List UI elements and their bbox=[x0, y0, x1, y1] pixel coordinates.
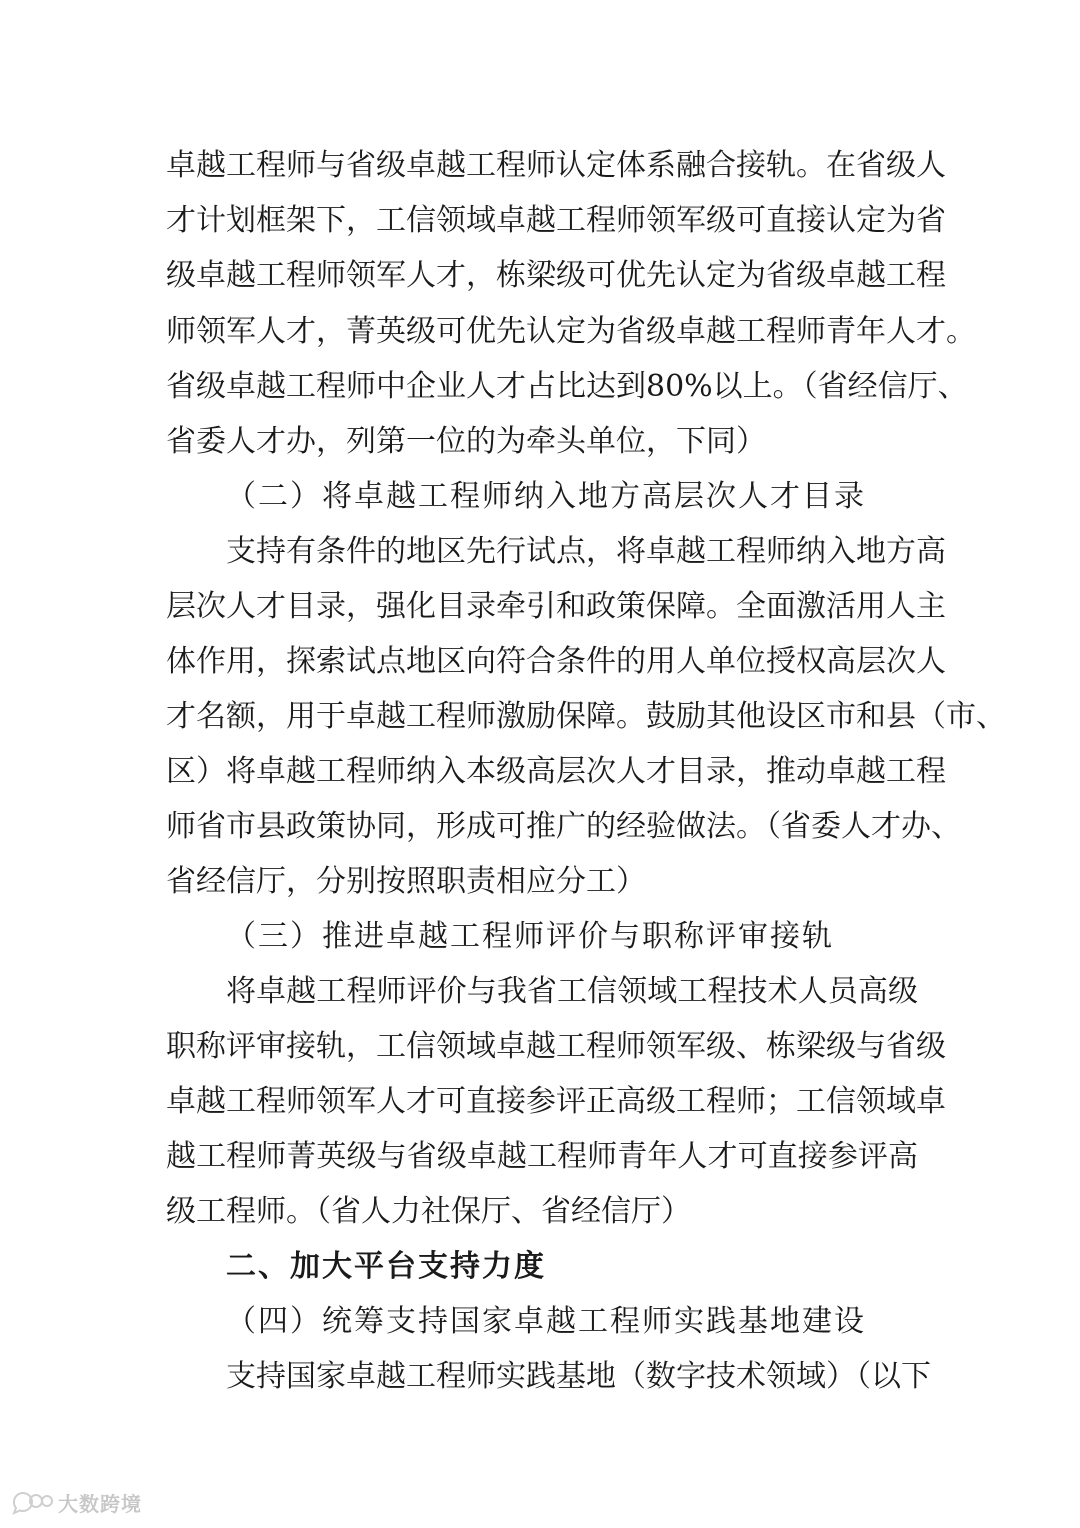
body-line: 支持有条件的地区先行试点，将卓越工程师纳入地方高 bbox=[226, 534, 946, 569]
watermark bbox=[10, 1486, 142, 1518]
body-line: 越工程师菁英级与省级卓越工程师青年人才可直接参评高 bbox=[166, 1139, 918, 1174]
body-line: 将卓越工程师评价与我省工信领域工程技术人员高级 bbox=[226, 974, 918, 1009]
body-line: 师领军人才，菁英级可优先认定为省级卓越工程师青年人才。 bbox=[166, 314, 976, 349]
body-line: 职称评审接轨，工信领域卓越工程师领军级、栋梁级与省级 bbox=[166, 1029, 946, 1064]
body-line: 才名额，用于卓越工程师激励保障。鼓励其他设区市和县（市、 bbox=[166, 699, 1006, 734]
body-line: 师省市县政策协同，形成可推广的经验做法。（省委人才办、 bbox=[166, 809, 961, 844]
body-line: 级工程师。（省人力社保厅、省经信厅） bbox=[166, 1194, 691, 1229]
body-line: 卓越工程师领军人才可直接参评正高级工程师；工信领域卓 bbox=[166, 1084, 946, 1119]
body-line: 才计划框架下，工信领域卓越工程师领军级可直接认定为省 bbox=[166, 203, 946, 238]
body-line: 区）将卓越工程师纳入本级高层次人才目录，推动卓越工程 bbox=[166, 754, 946, 789]
section-subheading: （二）将卓越工程师纳入地方高层次人才目录 bbox=[226, 479, 866, 514]
section-subheading: （三）推进卓越工程师评价与职称评审接轨 bbox=[226, 919, 834, 954]
body-line: 级卓越工程师领军人才，栋梁级可优先认定为省级卓越工程 bbox=[166, 258, 946, 293]
body-line: 省级卓越工程师中企业人才占比达到80%以上。（省经信厅、 bbox=[166, 369, 968, 404]
body-line: 体作用，探索试点地区向符合条件的用人单位授权高层次人 bbox=[166, 644, 946, 679]
body-line: 省委人才办，列第一位的为牵头单位，下同） bbox=[166, 424, 766, 459]
section-subheading: （四）统筹支持国家卓越工程师实践基地建设 bbox=[226, 1304, 866, 1339]
body-line: 支持国家卓越工程师实践基地（数字技术领域）（以下 bbox=[226, 1359, 931, 1394]
body-line: 层次人才目录，强化目录牵引和政策保障。全面激活用人主 bbox=[166, 589, 946, 624]
body-line: 省经信厅，分别按照职责相应分工） bbox=[166, 864, 646, 899]
speech-bubble-logo-icon bbox=[10, 1489, 54, 1515]
body-line: 卓越工程师与省级卓越工程师认定体系融合接轨。在省级人 bbox=[166, 148, 946, 183]
watermark-text: 大数跨境 bbox=[58, 1491, 142, 1516]
section-heading: 二、加大平台支持力度 bbox=[226, 1249, 546, 1284]
